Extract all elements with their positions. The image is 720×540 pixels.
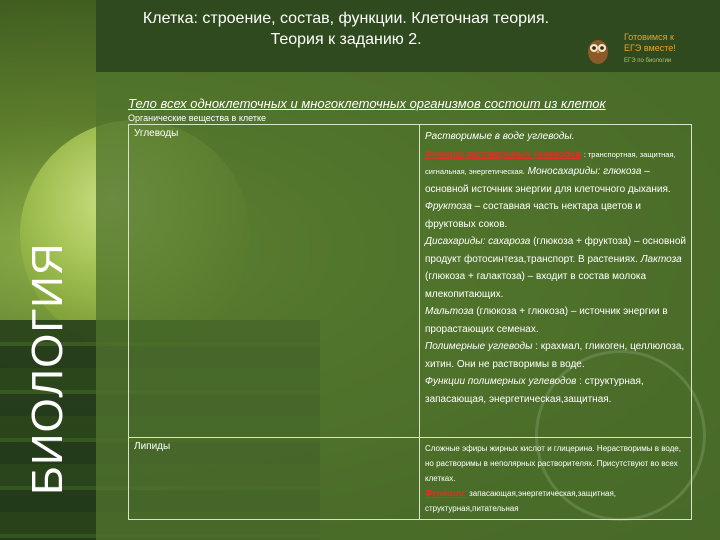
substance-name: Углеводы — [129, 125, 420, 438]
desc-text: Сложные эфиры жирных кислот и глицерина. Нерастворимы в воде, но растворимы в неполярных растворителях. Присутствуют во всех клетках. — [425, 444, 681, 483]
logo-line-1: Готовимся к — [624, 32, 674, 42]
substance-description — [420, 125, 692, 438]
desc-highlight: Функции: — [425, 488, 467, 498]
desc-text: сигнальная, энергетическая. — [425, 167, 525, 176]
substance-name: Липиды — [129, 438, 420, 520]
title-line-1: Клетка: строение, состав, функции. Клеточная теория. — [142, 10, 550, 27]
logo-line-2: ЕГЭ вместе! — [624, 43, 676, 53]
substance-description — [420, 438, 692, 520]
table-row — [129, 438, 692, 520]
desc-term: Моносахариды: глюкоза — [527, 166, 642, 177]
slide-title — [96, 8, 596, 50]
desc-term: Функции полимерных углеводов — [425, 376, 577, 387]
desc-text: : транспортная, защитная, — [583, 149, 676, 159]
desc-term: Мальтоза — [425, 306, 474, 317]
desc-term: Лактоза — [640, 253, 682, 265]
desc-text: (глюкоза + галактоза) – входит в состав молока млекопитающих. — [425, 271, 647, 300]
desc-text: : крахмал, гликоген, целлюлоза, хитин. Они не растворимы в воде. — [425, 341, 685, 370]
table-row — [129, 125, 692, 438]
section-heading: Органические вещества в клетке — [128, 113, 267, 123]
desc-term: Полимерные углеводы — [425, 341, 533, 352]
desc-text: (глюкоза + фруктоза) – основной продукт фотосинтеза,транспорт. В растениях. — [425, 236, 686, 265]
desc-term: Фруктоза — [425, 201, 472, 212]
desc-text: (глюкоза + глюкоза) – источник энергии в прорастающих семенах. — [425, 306, 668, 335]
owl-icon — [585, 35, 611, 65]
logo-subtitle: ЕГЭ по биологии — [624, 58, 672, 64]
logo-text — [624, 32, 716, 54]
desc-term: Дисахариды: сахароза — [425, 236, 531, 247]
desc-text: – составная часть нектара цветов и фруктовых соков. — [425, 201, 641, 230]
slide-subtitle: Тело всех одноклеточных и многоклеточных организмов состоит из клеток — [128, 96, 606, 111]
vertical-subject-title: БИОЛОГИЯ — [23, 242, 72, 495]
organic-substances-table — [128, 124, 692, 520]
desc-intro: Растворимые в воде углеводы. — [425, 131, 575, 142]
desc-text: : структурная, запасающая, энергетическая,защитная. — [425, 376, 644, 405]
desc-highlight: Функции растворимых углеводов — [425, 148, 581, 159]
desc-text: запасающая,энергетическая,защитная, структурная,питательная — [425, 489, 617, 513]
title-line-2: Теория к заданию 2. — [270, 31, 422, 48]
desc-text: – основной источник энергии для клеточного дыхания. — [425, 166, 671, 195]
